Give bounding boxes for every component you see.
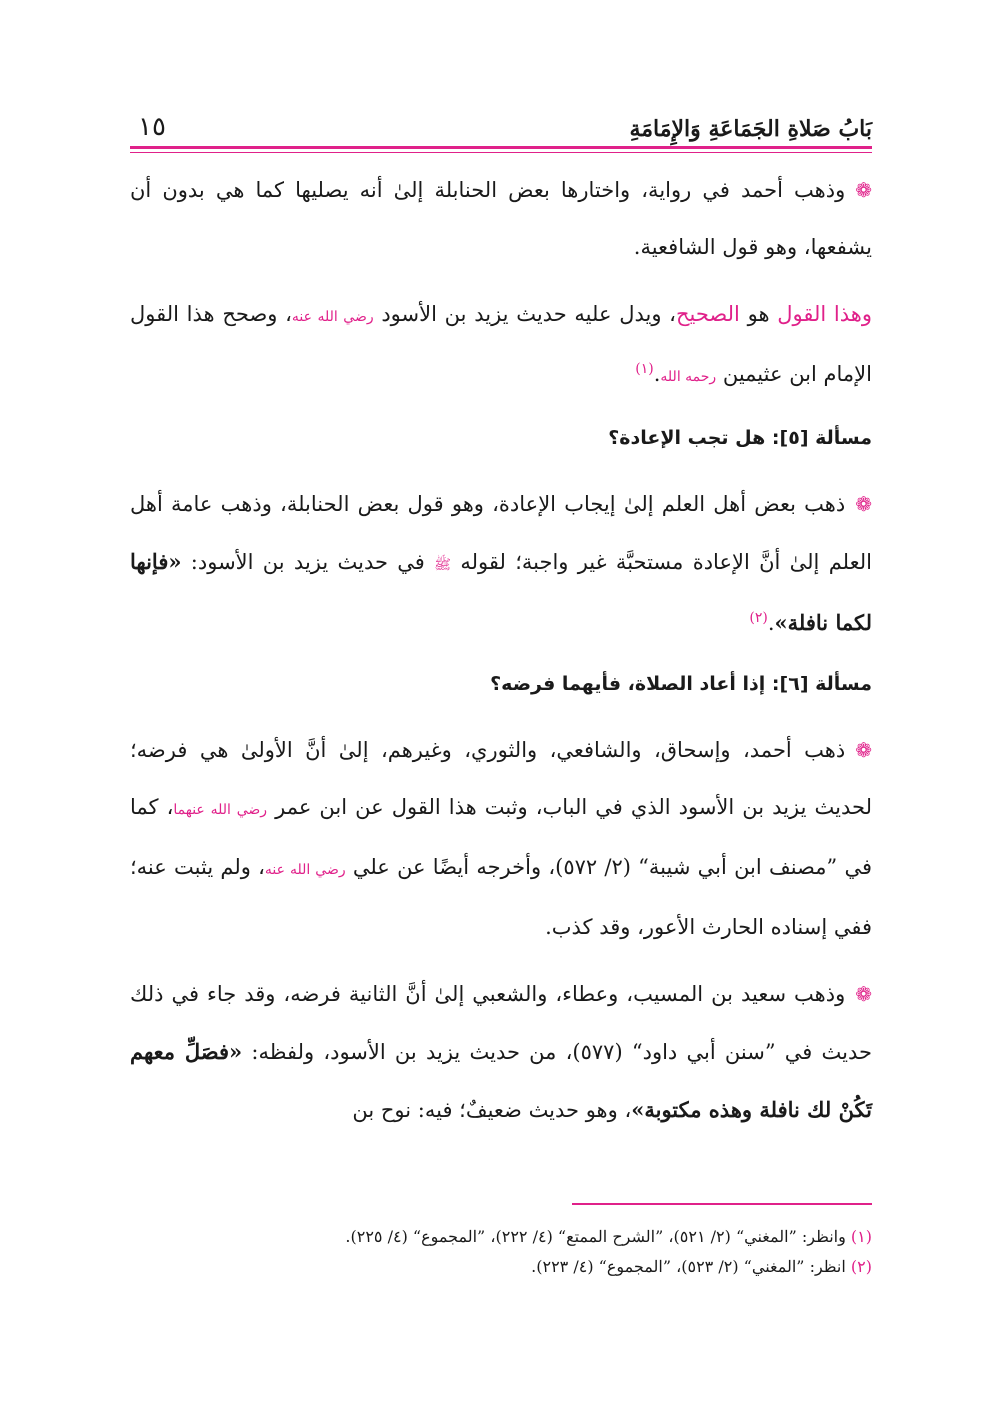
paragraph-5-text-a: وذهب سعيد بن المسيب، وعطاء، والشعبي إلىٰ أنَّ الثانية فرضه، وقد جاء في ذلك حديث في ”سنن أبي داود“ (٥٧٧)، من حديث يزيد بن الأسود، ولفظه:: [130, 982, 872, 1064]
footnote-text: وانظر: ”المغني“ (٢/ ٥٢١)، ”الشرح الممتع“ (٤/ ٢٢٢)، ”المجموع“ (٤/ ٢٢٥).: [345, 1227, 851, 1246]
honorific-glyph: رضي الله عنهما: [173, 802, 268, 818]
paragraph-2-end: .: [653, 362, 661, 386]
honorific-glyph: رضي الله عنه: [264, 862, 346, 878]
highlight-this-opinion: وهذا القول: [777, 302, 872, 326]
section-heading-5: [130, 416, 872, 460]
footnote-text: انظر: ”المغني“ (٢/ ٥٢٣)، ”المجموع“ (٤/ ٢٢٣).: [531, 1257, 851, 1276]
header-rule-thin: [130, 152, 872, 153]
section-heading-6: [130, 662, 872, 706]
paragraph-3-text-b: في حديث يزيد بن الأسود:: [181, 550, 435, 574]
footnote-ref-2[interactable]: (٢): [749, 610, 768, 626]
footnote-divider: [572, 1203, 872, 1205]
paragraph-1: [130, 162, 872, 276]
paragraph-2: [130, 286, 872, 406]
question-text: إذا أعاد الصلاة، فأيهما فرضه؟: [490, 673, 772, 695]
paragraph-3: [130, 476, 872, 652]
flower-bullet-icon: ❁: [855, 178, 872, 202]
header-rule-thick: [130, 146, 872, 149]
footnotes: [130, 1222, 872, 1282]
footnote-number: (٢): [850, 1257, 872, 1276]
flower-bullet-icon: ❁: [855, 492, 872, 516]
footnote-1: [130, 1222, 872, 1252]
question-text: هل تجب الإعادة؟: [608, 427, 772, 449]
paragraph-2-text-a: هو: [739, 302, 778, 326]
paragraph-2-text-c: ، وصحح هذا القول الإمام ابن عثيمين: [130, 302, 872, 386]
paragraph-4: [130, 722, 872, 956]
paragraph-2-text-b: ، ويدل عليه حديث يزيد بن الأسود: [373, 302, 676, 326]
paragraph-1-text: وذهب أحمد في رواية، واختارها بعض الحنابلة إلىٰ أنه يصليها كما هي بدون أن يشفعها، وهو قول الشافعية.: [130, 178, 872, 259]
book-page: [130, 0, 872, 1418]
footnote-number: (١): [850, 1227, 872, 1246]
paragraph-4-text-a: ذهب أحمد، وإسحاق، والشافعي، والثوري، وغيرهم، إلىٰ أنَّ الأولىٰ هي فرضه؛ لحديث يزيد بن الأسود الذي في الباب، وثبت هذا القول عن ابن عمر: [130, 738, 872, 819]
body-text: [130, 162, 872, 1149]
footnote-ref-1[interactable]: (١): [635, 361, 654, 377]
paragraph-4-text-c: ، ولم يثبت عنه؛ ففي إسناده الحارث الأعور، وقد كذب.: [130, 855, 872, 939]
paragraph-3-text-a: ذهب بعض أهل العلم إلىٰ إيجاب الإعادة، وهو قول بعض الحنابلة، وذهب عامة أهل العلم إلىٰ أنَّ الإعادة مستحبَّة غير واجبة؛ لقوله: [130, 492, 872, 574]
paragraph-3-end: .: [767, 611, 775, 635]
flower-bullet-icon: ❁: [855, 982, 872, 1006]
paragraph-4-text-b: ، كما في ”مصنف ابن أبي شيبة“ (٢/ ٥٧٢)، وأخرجه أيضًا عن علي: [130, 795, 872, 879]
footnote-2: [130, 1252, 872, 1282]
honorific-glyph: ﷺ: [434, 557, 452, 573]
page-header: [130, 108, 872, 148]
page-number: ١٥: [138, 112, 166, 142]
honorific-glyph: رحمه الله: [660, 369, 717, 385]
highlight-correct: الصحيح: [675, 302, 740, 326]
honorific-glyph: رضي الله عنه: [291, 309, 374, 325]
flower-bullet-icon: ❁: [855, 738, 872, 762]
question-label: مسألة [٦]:: [771, 673, 872, 695]
chapter-title: بَابُ صَلاةِ الجَمَاعَةِ وَالإِمَامَةِ: [629, 116, 872, 142]
hadith-quote: «فإنها لكما نافلة»: [130, 549, 872, 635]
question-label: مسألة [٥]:: [771, 427, 872, 449]
hadith-quote: «فصَلِّ معهم تَكُنْ لك نافلة وهذه مكتوبة»: [130, 1039, 872, 1122]
paragraph-5: [130, 966, 872, 1139]
paragraph-5-text-b: ، وهو حديث ضعيفٌ؛ فيه: نوح بن: [352, 1098, 632, 1122]
